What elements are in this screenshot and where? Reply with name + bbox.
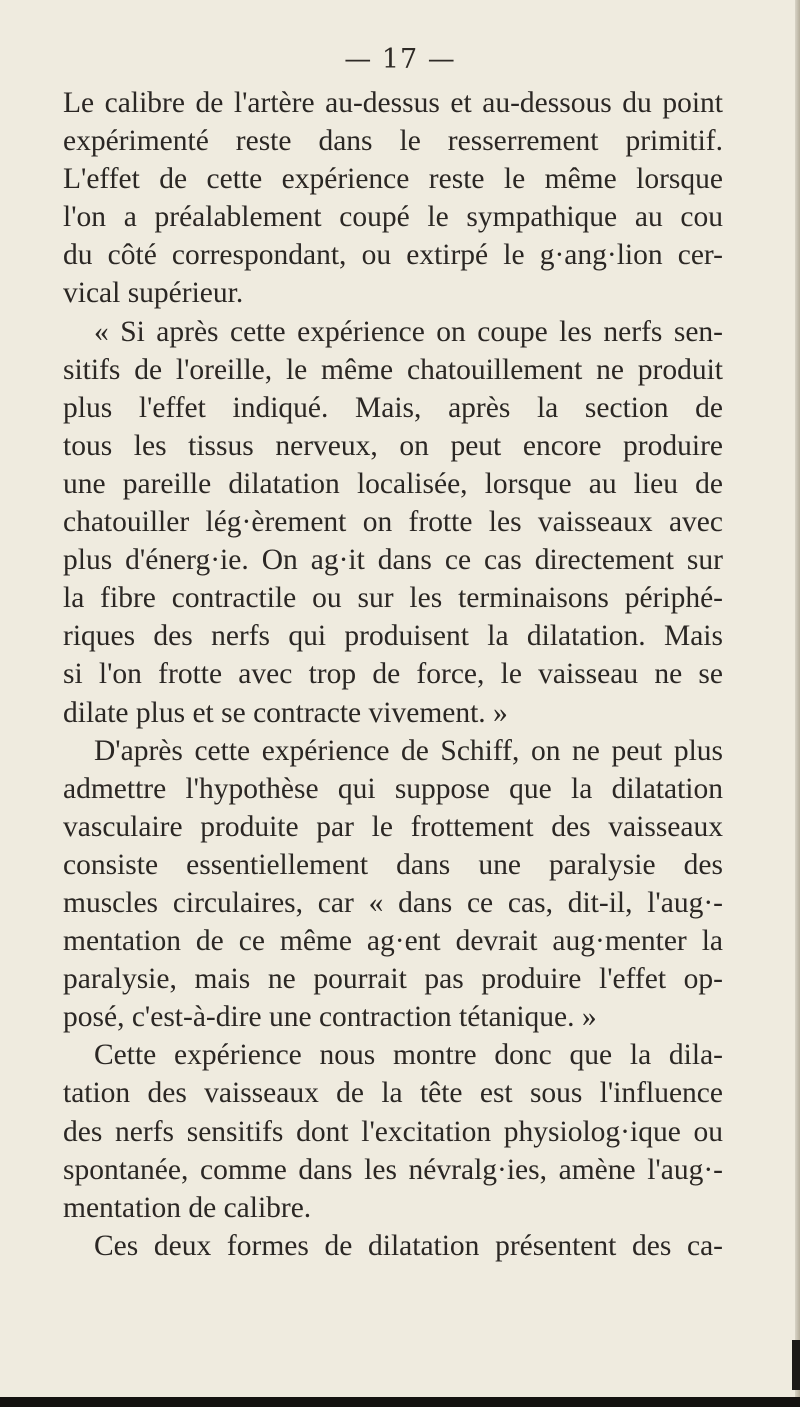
text-line: « Si après cette expérience on coupe les nerfs sen- (94, 315, 723, 348)
text-line: du côté correspondant, ou extirpé le g·ang·lion cer- (63, 239, 723, 272)
text-line: admettre l'hypothèse qui suppose que la dilatation (63, 772, 723, 805)
text-line: la fibre contractile ou sur les terminaisons périphé- (63, 582, 723, 615)
page-edge (795, 0, 800, 1407)
text-line: tation des vaisseaux de la tête est sous l'influence (63, 1077, 723, 1110)
text-line: Le calibre de l'artère au-dessus et au-dessous du point (63, 87, 723, 119)
text-line: mentation de ce même ag·ent devrait aug·menter la (63, 925, 723, 958)
text-line: vical supérieur. (63, 277, 244, 310)
text-line: riques des nerfs qui produisent la dilatation. Mais (63, 620, 723, 653)
text-line: plus d'énerg·ie. On ag·it dans ce cas directement sur (63, 544, 723, 577)
text-line: consiste essentiellement dans une paralysie des (63, 848, 723, 881)
body-text (63, 84, 723, 1265)
text-line: D'après cette expérience de Schiff, on ne peut plus (94, 734, 723, 767)
bottom-border (0, 1397, 800, 1407)
text-line: spontanée, comme dans les névralg·ies, amène l'aug·- (63, 1153, 723, 1186)
text-line: Ces deux formes de dilatation présentent des ca- (94, 1229, 723, 1262)
text-line: chatouiller lég·èrement on frotte les vaisseaux avec (63, 506, 723, 539)
text-line: paralysie, mais ne pourrait pas produire l'effet op- (63, 963, 723, 996)
text-line: Cette expérience nous montre donc que la dila- (94, 1039, 723, 1072)
text-line: tous les tissus nerveux, on peut encore produire (63, 429, 723, 462)
text-line: mentation de calibre. (63, 1191, 312, 1224)
text-line: plus l'effet indiqué. Mais, après la section de (63, 391, 723, 424)
text-line: posé, c'est-à-dire une contraction tétanique. » (63, 1001, 597, 1034)
text-line: une pareille dilatation localisée, lorsque au lieu de (63, 467, 723, 500)
text-line: si l'on frotte avec trop de force, le vaisseau ne se (63, 658, 723, 691)
text-line: muscles circulaires, car « dans ce cas, dit-il, l'aug·- (63, 886, 723, 919)
page-number: — 17 — (344, 44, 456, 75)
text-line: expérimenté reste dans le resserrement primitif. (63, 125, 723, 158)
text-line: l'on a préalablement coupé le sympathique au cou (63, 201, 723, 234)
text-line: dilate plus et se contracte vivement. » (63, 696, 508, 729)
binding-mark (792, 1340, 800, 1390)
text-line: sitifs de l'oreille, le même chatouillement ne produit (63, 353, 723, 386)
text-line: des nerfs sensitifs dont l'excitation physiolog·ique ou (63, 1115, 723, 1148)
text-line: L'effet de cette expérience reste le même lorsque (63, 163, 723, 196)
text-line: vasculaire produite par le frottement des vaisseaux (63, 810, 723, 843)
